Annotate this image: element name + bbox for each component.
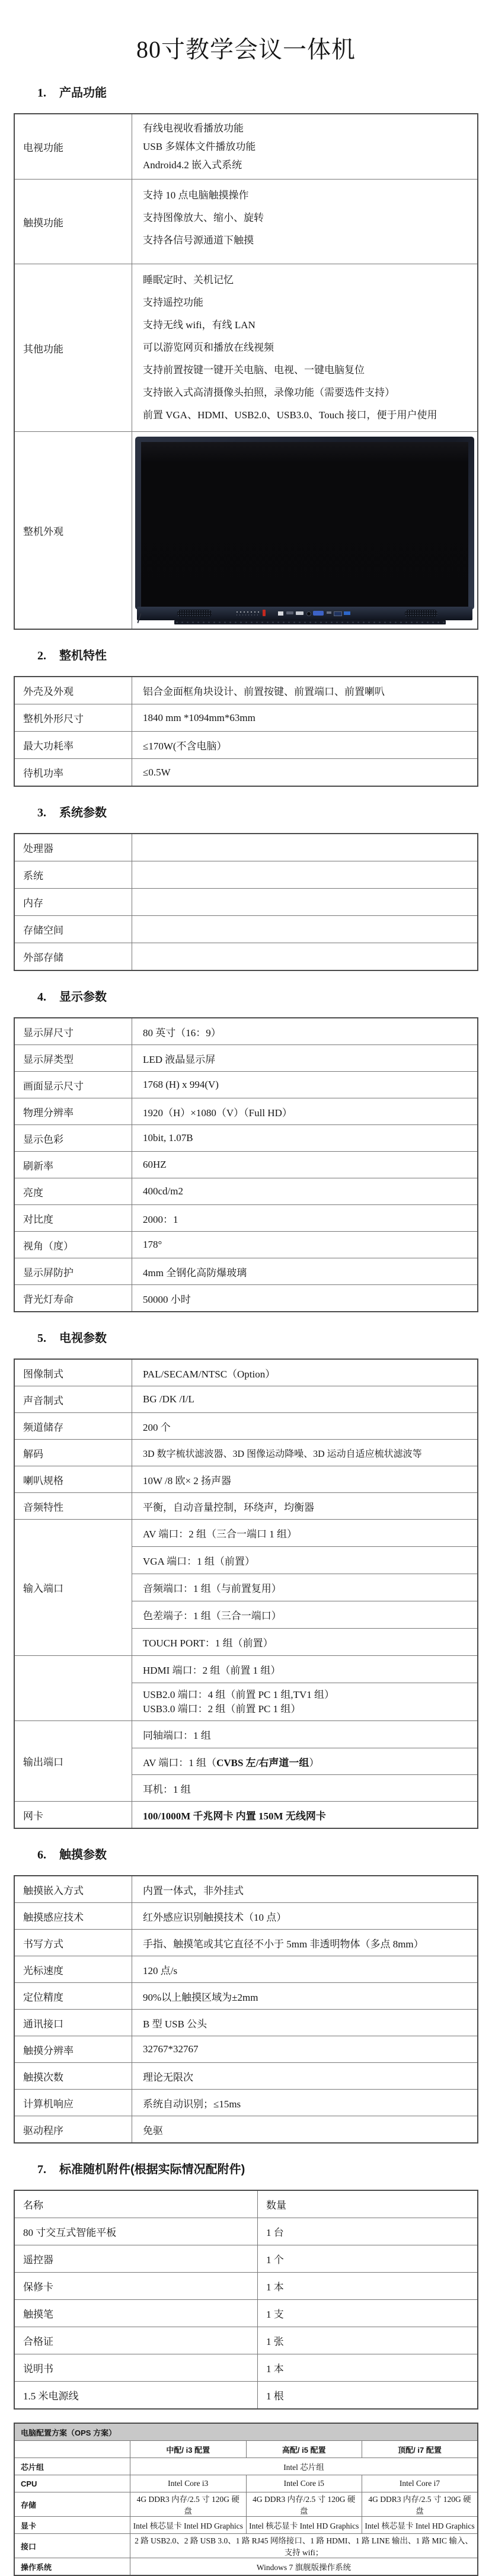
row-value: 平衡，自动音量控制，环绕声，均衡器	[132, 1493, 478, 1520]
accessory-name: 合格证	[14, 2327, 258, 2354]
row-value: 10bit, 1.07B	[132, 1125, 478, 1152]
row-label: 最大功耗率	[14, 732, 132, 759]
column-header-name: 名称	[14, 2190, 258, 2218]
row-label: 通讯接口	[14, 2010, 132, 2036]
config-header: 顶配/ i7 配置	[362, 2441, 478, 2458]
row-value: PAL/SECAM/NTSC（Option）	[132, 1359, 478, 1386]
row-value: 铝合金面框角块设计、前置按键、前置端口、前置喇叭	[132, 677, 478, 704]
config-row	[14, 2492, 478, 2517]
row-value: ≤170W(不含电脑）	[132, 732, 478, 759]
accessories-table	[14, 2190, 478, 2410]
row-label: 声音制式	[14, 1386, 132, 1413]
row-value: ≤0.5W	[132, 759, 478, 787]
row-value: 3D 数字梳状滤波器、3D 图像运动降噪、3D 运动自适应梳状滤波等	[132, 1440, 478, 1466]
table-row	[14, 1205, 478, 1232]
config-value: Intel Core i3	[130, 2475, 247, 2492]
row-value: 理论无限次	[132, 2063, 478, 2090]
row-label: 外壳及外观	[14, 677, 132, 704]
row-label: 定位精度	[14, 1983, 132, 2010]
row-label: 待机功率	[14, 759, 132, 787]
power-switch	[263, 610, 266, 616]
port-line: USB3.0 端口：2 组（前置 PC 1 组）	[143, 1703, 301, 1715]
table-row	[14, 943, 478, 971]
table-row	[14, 114, 478, 180]
row-value: 内置一体式，非外挂式	[132, 1876, 478, 1903]
table-row	[14, 1656, 478, 1683]
table-row	[14, 861, 478, 889]
section-heading-6	[37, 1847, 478, 1863]
row-label: 触摸功能	[14, 180, 132, 264]
config-value: Intel Core i7	[362, 2475, 478, 2492]
table-row	[14, 1876, 478, 1903]
config-value: Intel 核芯显卡 Intel HD Graphics	[246, 2517, 362, 2534]
row-label: 外部存储	[14, 943, 132, 971]
accessory-qty: 1 本	[258, 2354, 478, 2382]
row-value: AV 端口：2 组（三合一端口 1 组）	[132, 1520, 478, 1547]
table-row	[14, 1930, 478, 1956]
table-row	[14, 2063, 478, 2090]
row-value	[132, 889, 478, 916]
table-row	[14, 1802, 478, 1829]
row-value: 2000：1	[132, 1205, 478, 1232]
config-value: 4G DDR3 内存/2.5 寸 120G 硬盘	[246, 2492, 362, 2517]
table-row	[14, 2245, 478, 2273]
table-row	[14, 759, 478, 787]
row-value: 60HZ	[132, 1152, 478, 1178]
feature-line: 支持嵌入式高清摄像头拍照，录像功能（需要选件支持）	[143, 387, 395, 398]
table-row	[14, 2327, 478, 2354]
accessory-name: 1.5 米电源线	[14, 2382, 258, 2410]
row-label: 触摸分辨率	[14, 2036, 132, 2063]
accessory-qty: 1 台	[258, 2218, 478, 2245]
row-label: 书写方式	[14, 1930, 132, 1956]
row-value: 80 英寸（16：9）	[132, 1018, 478, 1045]
config-row-label: 存储	[14, 2492, 130, 2517]
sd-port	[278, 611, 283, 616]
table-row	[14, 677, 478, 704]
usb-port	[334, 611, 342, 616]
row-value: 色差端子：1 组（三合一端口）	[132, 1601, 478, 1629]
hdmi-port	[286, 611, 293, 614]
section-heading-1	[37, 85, 478, 101]
row-value: 120 点/s	[132, 1956, 478, 1983]
table-row	[14, 432, 478, 630]
row-label: 触摸嵌入方式	[14, 1876, 132, 1903]
table-row	[14, 2036, 478, 2063]
config-value: 2 路 USB2.0、2 路 USB 3.0、1 路 RJ45 网络接口、1 路 HDMI、1 路 LINE 输出、1 路 MIC 输入、支持 wifi；	[130, 2534, 478, 2558]
row-label: 内存	[14, 889, 132, 916]
row-label: 计算机响应	[14, 2090, 132, 2116]
accessory-qty: 1 支	[258, 2300, 478, 2327]
port-line: AV 端口：1 组（	[143, 1757, 217, 1768]
config-row-label: 操作系统	[14, 2558, 130, 2576]
table-row	[14, 2273, 478, 2300]
row-label: 显示屏尺寸	[14, 1018, 132, 1045]
table-row	[14, 1178, 478, 1205]
accessory-name: 说明书	[14, 2354, 258, 2382]
product-functions-table	[14, 113, 478, 630]
row-label: 整机外形尺寸	[14, 704, 132, 732]
touch-port	[327, 611, 331, 614]
row-value: B 型 USB 公头	[132, 2010, 478, 2036]
accessory-name: 遥控器	[14, 2245, 258, 2273]
section-heading-5	[37, 1330, 478, 1347]
row-label: 视角（度）	[14, 1232, 132, 1258]
feature-line: 睡眠定时、关机记忆	[143, 274, 234, 286]
row-value	[132, 943, 478, 971]
accessory-qty: 1 本	[258, 2273, 478, 2300]
row-value	[132, 1683, 478, 1721]
table-row	[14, 2090, 478, 2116]
row-label: 输出端口	[14, 1721, 132, 1802]
table-row	[14, 1466, 478, 1493]
config-row	[14, 2458, 478, 2475]
usb-port	[344, 611, 350, 615]
row-value: 耳机：1 组	[132, 1775, 478, 1802]
config-header-row	[14, 2441, 478, 2458]
accessory-qty: 1 个	[258, 2245, 478, 2273]
table-row	[14, 2218, 478, 2245]
document-page	[0, 31, 492, 2576]
machine-features-table	[14, 676, 478, 787]
table-row	[14, 1072, 478, 1098]
row-label: 整机外观	[14, 432, 132, 630]
row-value: BG /DK /I/L	[132, 1386, 478, 1413]
port-line-bold: CVBS 左/右声道一组	[216, 1757, 309, 1768]
column-header-qty: 数量	[258, 2190, 478, 2218]
row-value	[132, 861, 478, 889]
section-title: 电视参数	[59, 1332, 107, 1345]
table-row	[14, 1258, 478, 1285]
config-header: 中配/ i3 配置	[130, 2441, 247, 2458]
product-photo	[135, 437, 474, 624]
table-row	[14, 1045, 478, 1072]
row-value: 100/1000M 千兆网卡 内置 150M 无线网卡	[132, 1802, 478, 1829]
row-label: 其他功能	[14, 264, 132, 432]
config-value: Intel Core i5	[246, 2475, 362, 2492]
table-row	[14, 889, 478, 916]
accessory-qty: 1 张	[258, 2327, 478, 2354]
port-line: USB2.0 端口：4 组（前置 PC 1 组,TV1 组）	[143, 1689, 335, 1700]
table-row	[14, 1520, 478, 1547]
row-label: 画面显示尺寸	[14, 1072, 132, 1098]
row-label: 解码	[14, 1440, 132, 1466]
section-heading-3	[37, 805, 478, 821]
left-speaker-grille	[177, 610, 212, 617]
config-row	[14, 2475, 478, 2492]
table-row	[14, 1125, 478, 1152]
table-row	[14, 1956, 478, 1983]
table-header-row	[14, 2190, 478, 2218]
row-value: 1920（H）×1080（V）（Full HD）	[132, 1098, 478, 1125]
touch-params-table	[14, 1875, 478, 2144]
feature-line: 有线电视收看播放功能	[143, 123, 244, 134]
row-value: 音频端口：1 组（与前置复用）	[132, 1574, 478, 1601]
feature-line: USB 多媒体文件播放功能	[143, 141, 256, 152]
config-row-label: 芯片组	[14, 2458, 130, 2475]
row-value: 红外感应识别触摸技术（10 点）	[132, 1903, 478, 1930]
row-label: 显示屏防护	[14, 1258, 132, 1285]
tv-screen	[141, 442, 468, 617]
port-line: ）	[309, 1757, 320, 1768]
accessory-qty: 1 根	[258, 2382, 478, 2410]
table-row	[14, 1018, 478, 1045]
tv-params-table	[14, 1359, 478, 1829]
section-title: 显示参数	[59, 991, 107, 1004]
display-params-table	[14, 1017, 478, 1312]
row-label: 背光灯寿命	[14, 1285, 132, 1312]
feature-line: 可以游览网页和播放在线视频	[143, 342, 274, 353]
front-port-cluster	[278, 610, 349, 617]
config-row	[14, 2517, 478, 2534]
table-row	[14, 2116, 478, 2144]
row-value	[132, 1748, 478, 1775]
table-row	[14, 264, 478, 432]
table-row	[14, 1440, 478, 1466]
row-value: 4mm 全钢化高防爆玻璃	[132, 1258, 478, 1285]
row-value: 178°	[132, 1232, 478, 1258]
section-number: 7.	[37, 2163, 46, 2176]
config-value: Intel 核芯显卡 Intel HD Graphics	[362, 2517, 478, 2534]
config-title-row	[14, 2423, 478, 2441]
table-row	[14, 2354, 478, 2382]
table-row	[14, 834, 478, 861]
table-row	[14, 1098, 478, 1125]
front-button-labels	[235, 614, 260, 616]
row-label: 触摸感应技术	[14, 1903, 132, 1930]
config-value: Intel 核芯显卡 Intel HD Graphics	[130, 2517, 247, 2534]
table-row	[14, 1721, 478, 1748]
row-value: 400cd/m2	[132, 1178, 478, 1205]
config-header-blank	[14, 2441, 130, 2458]
config-row	[14, 2534, 478, 2558]
row-value: 手指、触摸笔或其它直径不小于 5mm 非透明物体（多点 8mm）	[132, 1930, 478, 1956]
section-number: 6.	[37, 1848, 46, 1861]
row-value: 10W /8 欧× 2 扬声器	[132, 1466, 478, 1493]
accessory-name: 保修卡	[14, 2273, 258, 2300]
section-heading-7	[37, 2161, 478, 2178]
table-row	[14, 1152, 478, 1178]
feature-line: 支持各信号源通道下触摸	[143, 235, 254, 246]
row-label: 图像制式	[14, 1359, 132, 1386]
table-row	[14, 1493, 478, 1520]
row-value	[132, 834, 478, 861]
row-label: 系统	[14, 861, 132, 889]
tv-soundbar	[137, 607, 472, 620]
section-number: 5.	[37, 1332, 46, 1345]
feature-line: 支持遥控功能	[143, 297, 203, 308]
table-row	[14, 1386, 478, 1413]
page-title: 80寸教学会议一体机	[136, 36, 356, 63]
section-number: 2.	[37, 649, 46, 662]
row-label: 亮度	[14, 1178, 132, 1205]
row-label: 网卡	[14, 1802, 132, 1829]
row-value: HDMI 端口：2 组（前置 1 组）	[132, 1656, 478, 1683]
system-params-table	[14, 833, 478, 971]
row-label: 触摸次数	[14, 2063, 132, 2090]
accessory-name: 触摸笔	[14, 2300, 258, 2327]
feature-line: Android4.2 嵌入式系统	[143, 159, 242, 171]
row-label: 处理器	[14, 834, 132, 861]
right-speaker-grille	[405, 610, 437, 617]
row-label: 物理分辨率	[14, 1098, 132, 1125]
row-label: 对比度	[14, 1205, 132, 1232]
row-value: 50000 小时	[132, 1285, 478, 1312]
row-value: LED 液晶显示屏	[132, 1045, 478, 1072]
pc-config-table	[14, 2423, 478, 2576]
table-row	[14, 704, 478, 732]
front-buttons	[235, 611, 260, 613]
row-label: 输入端口	[14, 1520, 132, 1656]
config-value: 4G DDR3 内存/2.5 寸 120G 硬盘	[362, 2492, 478, 2517]
row-label: 音频特性	[14, 1493, 132, 1520]
table-row	[14, 916, 478, 943]
table-row	[14, 1359, 478, 1386]
row-label	[14, 1656, 132, 1721]
section-title-suffix: (根据实际情况配附件)	[130, 2163, 245, 2176]
row-value: 32767*32767	[132, 2036, 478, 2063]
config-row-label: 接口	[14, 2534, 130, 2558]
feature-line: 支持 10 点电脑触摸操作	[143, 190, 249, 201]
row-label: 光标速度	[14, 1956, 132, 1983]
section-heading-2	[37, 648, 478, 664]
config-header: 高配/ i5 配置	[246, 2441, 362, 2458]
feature-line: 支持前置按键一键开关电脑、电视、一键电脑复位	[143, 364, 365, 376]
row-value	[132, 264, 478, 432]
table-row	[14, 1413, 478, 1440]
table-row	[14, 180, 478, 264]
table-row	[14, 1983, 478, 2010]
table-row	[14, 2010, 478, 2036]
table-row	[14, 2382, 478, 2410]
table-row	[14, 1903, 478, 1930]
config-title: 电脑配置方案（OPS 方案）	[14, 2423, 478, 2441]
row-value: 系统自动识别；≤15ms	[132, 2090, 478, 2116]
config-row-label: 显卡	[14, 2517, 130, 2534]
config-value: Windows 7 旗舰版操作系统	[130, 2558, 478, 2576]
row-label: 显示屏类型	[14, 1045, 132, 1072]
row-value	[132, 916, 478, 943]
row-label: 喇叭规格	[14, 1466, 132, 1493]
row-label: 刷新率	[14, 1152, 132, 1178]
row-value	[132, 180, 478, 264]
config-row-label: CPU	[14, 2475, 130, 2492]
section-title: 产品功能	[59, 86, 107, 100]
accessory-name: 80 寸交互式智能平板	[14, 2218, 258, 2245]
row-value: 同轴端口：1 组	[132, 1721, 478, 1748]
row-label: 驱动程序	[14, 2116, 132, 2144]
section-number: 1.	[37, 86, 46, 100]
row-value: VGA 端口：1 组（前置）	[132, 1547, 478, 1574]
row-label: 频道储存	[14, 1413, 132, 1440]
row-label: 存储空间	[14, 916, 132, 943]
vga-port	[313, 611, 324, 616]
section-title: 标准随机附件	[59, 2163, 130, 2176]
vent-strip	[174, 620, 446, 624]
section-heading-4	[37, 989, 478, 1005]
row-value: 200 个	[132, 1413, 478, 1440]
section-title: 触摸参数	[59, 1848, 107, 1861]
feature-line: 支持图像放大、缩小、旋转	[143, 212, 264, 223]
row-value: 1768 (H) x 994(V)	[132, 1072, 478, 1098]
audio-jack	[306, 611, 311, 616]
hdmi-port	[296, 611, 303, 615]
table-row	[14, 732, 478, 759]
row-value: 1840 mm *1094mm*63mm	[132, 704, 478, 732]
section-title: 整机特性	[59, 649, 107, 662]
row-value: 免驱	[132, 2116, 478, 2144]
feature-line: 前置 VGA、HDMI、USB2.0、USB3.0、Touch 接口，便于用户使用	[143, 409, 437, 421]
row-value: TOUCH PORT：1 组（前置）	[132, 1629, 478, 1656]
table-row	[14, 1232, 478, 1258]
row-value: 90%以上触摸区域为±2mm	[132, 1983, 478, 2010]
row-value	[132, 114, 478, 180]
section-number: 3.	[37, 806, 46, 819]
table-row	[14, 2300, 478, 2327]
section-title: 系统参数	[59, 806, 107, 819]
config-row	[14, 2558, 478, 2576]
row-label: 电视功能	[14, 114, 132, 180]
feature-line: 支持无线 wifi，有线 LAN	[143, 319, 255, 331]
product-photo-cell	[132, 432, 478, 630]
row-label: 显示色彩	[14, 1125, 132, 1152]
config-value: Intel 芯片组	[130, 2458, 478, 2475]
section-number: 4.	[37, 991, 46, 1004]
table-row	[14, 1285, 478, 1312]
config-value: 4G DDR3 内存/2.5 寸 120G 硬盘	[130, 2492, 247, 2517]
